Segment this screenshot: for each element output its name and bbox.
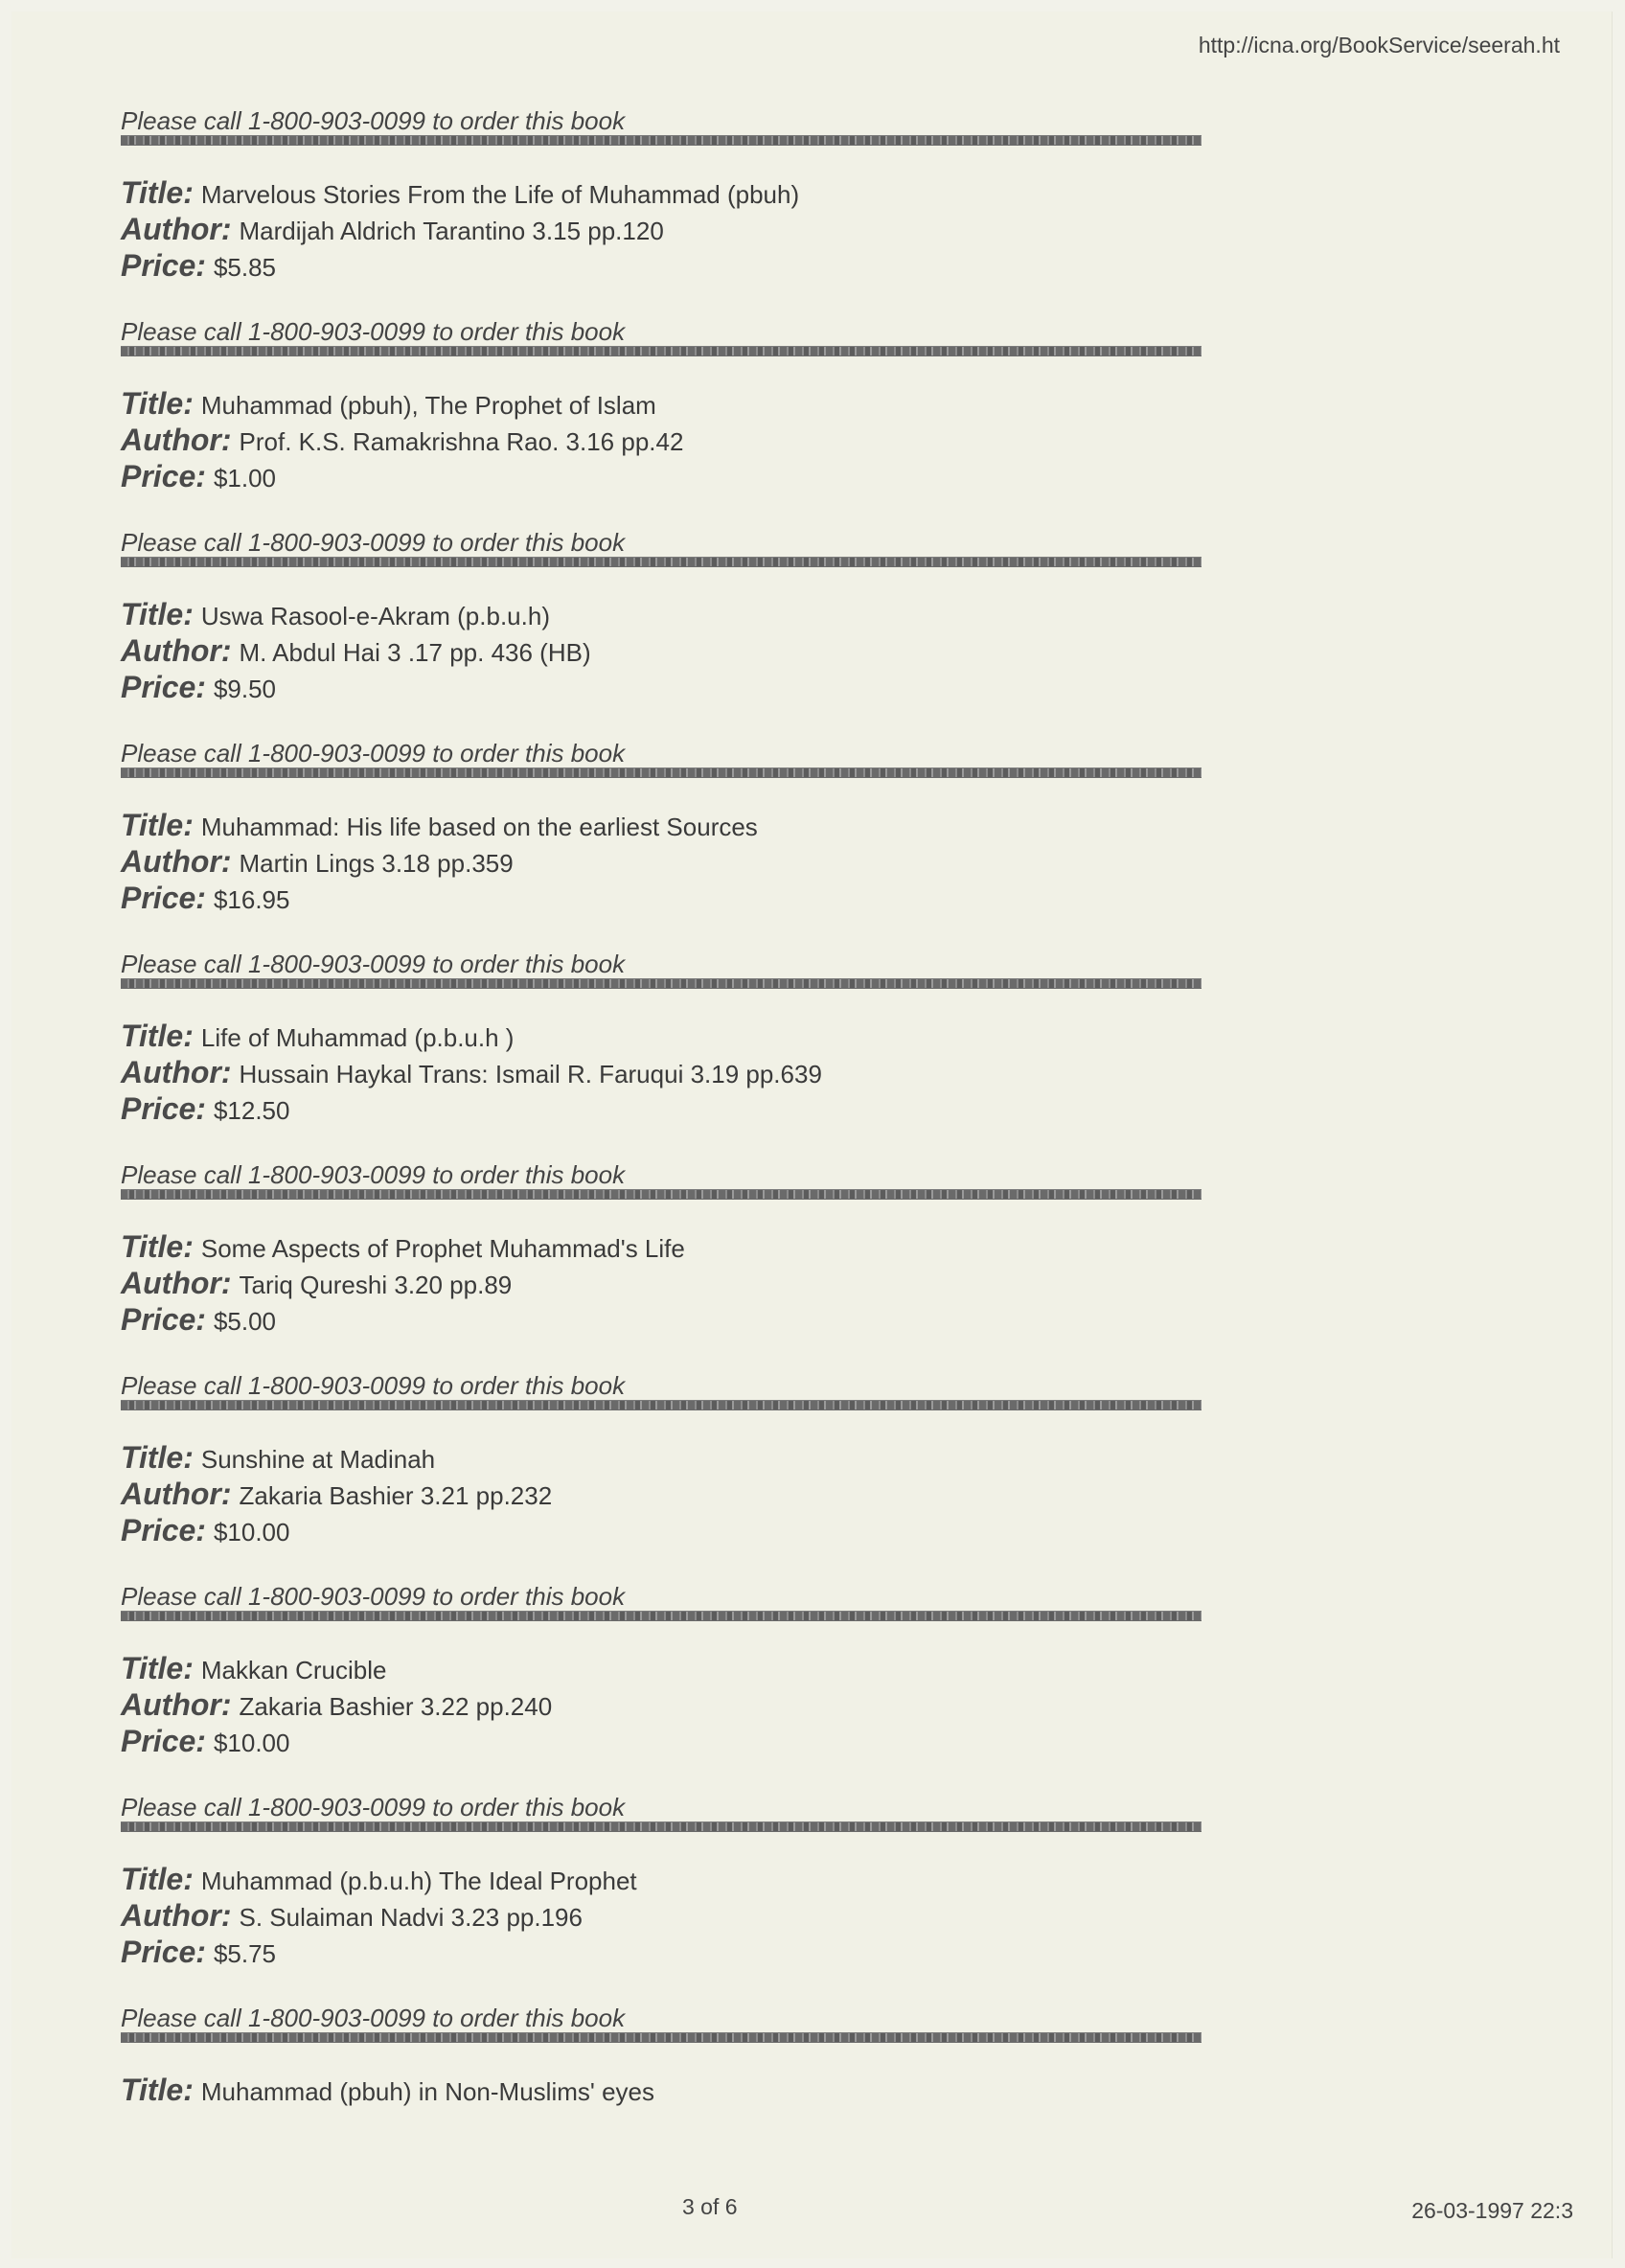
- book-title-line: [121, 1650, 1203, 1686]
- entry-gap: [121, 1127, 1203, 1161]
- divider-bar: [121, 135, 1202, 146]
- book-author-line: [121, 1686, 1203, 1723]
- book-entry: [121, 1228, 1203, 1338]
- book-author: Zakaria Bashier 3.22 pp.240: [239, 1692, 553, 1721]
- divider-bar: [121, 767, 1202, 778]
- book-title: Marvelous Stories From the Life of Muhammad (pbuh): [200, 180, 800, 209]
- page-number: 3 of 6: [682, 2194, 738, 2219]
- book-title-line: [121, 174, 1203, 211]
- order-instruction: Please call 1-800-903-0099 to order this book: [121, 1793, 626, 1821]
- book-price: $5.75: [213, 1939, 277, 1968]
- book-entry: [121, 1439, 1203, 1548]
- book-author-label: Author:: [121, 1477, 232, 1511]
- divider-bar: [121, 1189, 1202, 1200]
- book-price: $10.00: [213, 1518, 290, 1546]
- book-title-line: [121, 1439, 1203, 1476]
- order-instruction: Please call 1-800-903-0099 to order this book: [121, 2004, 626, 2032]
- book-title-line: [121, 596, 1203, 632]
- book-title-label: Title:: [121, 2073, 194, 2107]
- book-entry: [121, 1018, 1203, 1127]
- book-title-line: [121, 807, 1203, 843]
- divider-bar: [121, 978, 1202, 989]
- book-title-line: [121, 385, 1203, 422]
- order-instruction: Please call 1-800-903-0099 to order this book: [121, 528, 626, 557]
- book-author-label: Author:: [121, 1055, 232, 1089]
- entry-gap: [121, 284, 1203, 318]
- divider-bar: [121, 1821, 1202, 1832]
- divider-bar: [121, 1400, 1202, 1410]
- book-price-line: [121, 1301, 1203, 1338]
- book-entry: [121, 385, 1203, 494]
- book-entry: [121, 2072, 1203, 2108]
- book-price-line: [121, 247, 1203, 284]
- book-price: $16.95: [213, 885, 290, 914]
- book-price: $12.50: [213, 1096, 290, 1125]
- book-title-label: Title:: [121, 1862, 194, 1896]
- divider-bar: [121, 2032, 1202, 2043]
- book-author-label: Author:: [121, 844, 232, 879]
- book-author-line: [121, 1897, 1203, 1934]
- book-price-label: Price:: [121, 670, 206, 704]
- book-author-line: [121, 632, 1203, 669]
- book-price-line: [121, 1934, 1203, 1970]
- entry-gap: [121, 1548, 1203, 1583]
- book-price-line: [121, 1723, 1203, 1759]
- order-instruction: Please call 1-800-903-0099 to order this book: [121, 950, 626, 978]
- order-instruction: Please call 1-800-903-0099 to order this book: [121, 317, 626, 346]
- book-price: $1.00: [213, 464, 277, 493]
- book-author-line: [121, 422, 1203, 458]
- book-title: Makkan Crucible: [200, 1656, 387, 1684]
- book-title-label: Title:: [121, 808, 194, 842]
- book-title: Some Aspects of Prophet Muhammad's Life: [200, 1234, 685, 1263]
- book-author-label: Author:: [121, 1266, 232, 1300]
- book-title: Muhammad (pbuh), The Prophet of Islam: [200, 391, 656, 420]
- entry-gap: [121, 494, 1203, 529]
- book-author-label: Author:: [121, 1898, 232, 1933]
- book-price-line: [121, 880, 1203, 916]
- book-author-line: [121, 1265, 1203, 1301]
- book-author-line: [121, 1054, 1203, 1090]
- book-title: Muhammad: His life based on the earliest Sources: [200, 813, 758, 841]
- book-entry: [121, 807, 1203, 916]
- book-title-label: Title:: [121, 1651, 194, 1685]
- book-author: Tariq Qureshi 3.20 pp.89: [239, 1271, 513, 1299]
- book-title-line: [121, 1018, 1203, 1054]
- book-title-line: [121, 2072, 1203, 2108]
- order-instruction: Please call 1-800-903-0099 to order this book: [121, 106, 626, 135]
- book-price-line: [121, 1512, 1203, 1548]
- book-author-label: Author:: [121, 212, 232, 246]
- book-author: Prof. K.S. Ramakrishna Rao. 3.16 pp.42: [239, 427, 684, 456]
- book-price: $9.50: [213, 675, 277, 703]
- book-title: Sunshine at Madinah: [200, 1445, 436, 1474]
- book-entry: [121, 1861, 1203, 1970]
- book-price: $5.00: [213, 1307, 277, 1336]
- book-title-line: [121, 1861, 1203, 1897]
- order-instruction: Please call 1-800-903-0099 to order this book: [121, 1582, 626, 1611]
- book-entry: [121, 1650, 1203, 1759]
- book-price-label: Price:: [121, 1513, 206, 1547]
- book-title-label: Title:: [121, 386, 194, 421]
- print-datetime: 26-03-1997 22:3: [1411, 2198, 1573, 2223]
- book-price-label: Price:: [121, 1091, 206, 1126]
- book-price-label: Price:: [121, 1302, 206, 1337]
- order-instruction: Please call 1-800-903-0099 to order this book: [121, 1160, 626, 1189]
- book-author-line: [121, 1476, 1203, 1512]
- book-price: $5.85: [213, 253, 277, 282]
- book-entry: [121, 596, 1203, 705]
- book-title: Muhammad (p.b.u.h) The Ideal Prophet: [200, 1867, 637, 1895]
- entry-gap: [121, 705, 1203, 740]
- book-title-label: Title:: [121, 175, 194, 210]
- order-instruction: Please call 1-800-903-0099 to order this book: [121, 739, 626, 767]
- book-author-line: [121, 843, 1203, 880]
- book-title-line: [121, 1228, 1203, 1265]
- book-author: Hussain Haykal Trans: Ismail R. Faruqui 3.19 pp.639: [239, 1060, 822, 1088]
- book-author-label: Author:: [121, 1687, 232, 1722]
- book-title-label: Title:: [121, 1229, 194, 1264]
- divider-bar: [121, 346, 1202, 356]
- book-price-line: [121, 1090, 1203, 1127]
- book-price-label: Price:: [121, 1724, 206, 1758]
- book-title-label: Title:: [121, 1019, 194, 1053]
- book-price-line: [121, 458, 1203, 494]
- book-author-label: Author:: [121, 633, 232, 668]
- entry-gap: [121, 1759, 1203, 1794]
- book-price-label: Price:: [121, 248, 206, 283]
- book-price-label: Price:: [121, 881, 206, 915]
- page-url[interactable]: http://icna.org/BookService/seerah.ht: [1198, 33, 1560, 57]
- order-instruction: Please call 1-800-903-0099 to order this book: [121, 1371, 626, 1400]
- divider-bar: [121, 557, 1202, 567]
- book-title: Muhammad (pbuh) in Non-Muslims' eyes: [200, 2077, 654, 2106]
- book-title: Uswa Rasool-e-Akram (p.b.u.h): [200, 602, 550, 630]
- book-entry: [121, 174, 1203, 284]
- book-author: Zakaria Bashier 3.21 pp.232: [239, 1481, 553, 1510]
- book-author: S. Sulaiman Nadvi 3.23 pp.196: [239, 1903, 583, 1932]
- book-title: Life of Muhammad (p.b.u.h ): [200, 1023, 515, 1052]
- book-price-line: [121, 669, 1203, 705]
- book-title-label: Title:: [121, 1440, 194, 1475]
- divider-bar: [121, 1611, 1202, 1621]
- book-price-label: Price:: [121, 459, 206, 493]
- book-author: M. Abdul Hai 3 .17 pp. 436 (HB): [239, 638, 591, 667]
- book-author-label: Author:: [121, 423, 232, 457]
- book-title-label: Title:: [121, 597, 194, 631]
- book-author: Mardijah Aldrich Tarantino 3.15 pp.120: [239, 217, 664, 245]
- book-price-label: Price:: [121, 1935, 206, 1969]
- entry-gap: [121, 1970, 1203, 2005]
- book-price: $10.00: [213, 1729, 290, 1757]
- book-author-line: [121, 211, 1203, 247]
- book-list: [121, 107, 1203, 2108]
- book-author: Martin Lings 3.18 pp.359: [239, 849, 514, 878]
- entry-gap: [121, 916, 1203, 951]
- entry-gap: [121, 1338, 1203, 1372]
